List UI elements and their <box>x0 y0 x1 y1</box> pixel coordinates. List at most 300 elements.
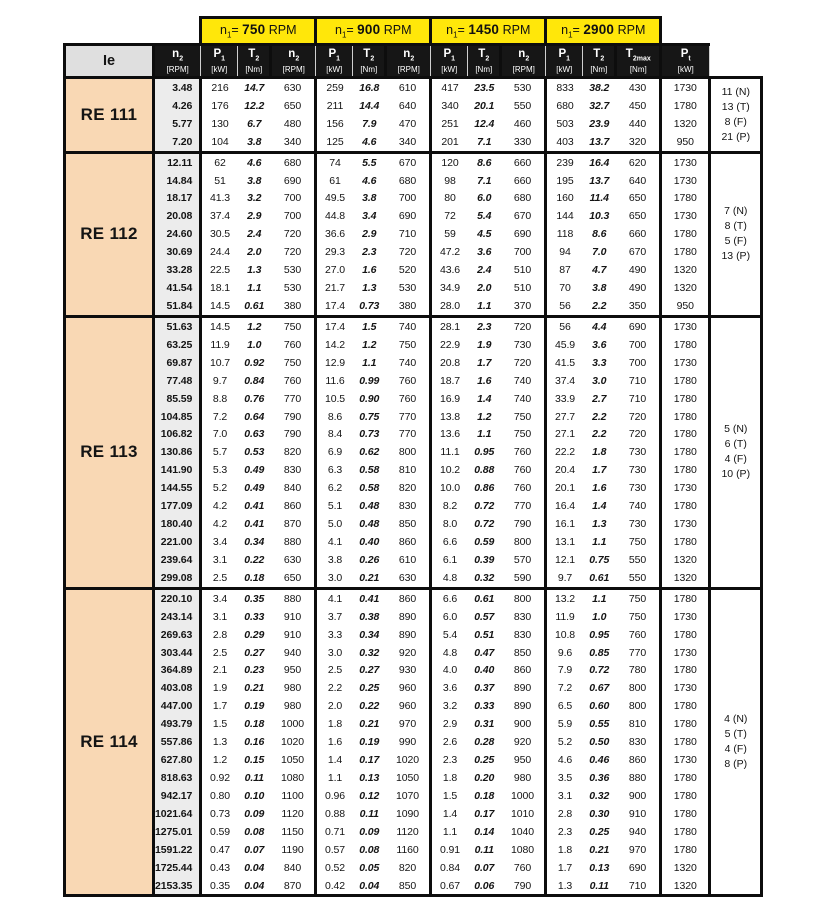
block-re-114 <box>65 588 762 896</box>
p1-cell: 0.75 <box>359 410 380 423</box>
n2-cell: 7.0 <box>201 426 238 444</box>
speed-header-900rpm: $n_1= 900$ RPM <box>316 18 431 45</box>
ratio-cell: 85.59 <box>154 390 201 408</box>
col-header-t2-2900: $T_2$ [Nm] <box>583 45 616 78</box>
t2-cell: 350 <box>628 300 647 313</box>
p1-cell: 3.0 <box>592 374 607 387</box>
p1-cell: 0.21 <box>359 571 380 584</box>
t2-cell: 990 <box>398 736 417 749</box>
t2max-cell: 1320 <box>661 569 710 588</box>
t2-cell: 700 <box>513 246 532 259</box>
t2-cell: 1020 <box>281 736 304 749</box>
pt-rating-line: 21 (P) <box>721 130 751 143</box>
ratio-cell: 447.00 <box>154 697 201 715</box>
p1-cell: 2.2 <box>592 410 607 423</box>
n2-cell: 13.8 <box>431 408 468 426</box>
n2-cell: 2.5 <box>201 644 238 662</box>
ratio-cell: 1591.22 <box>154 841 201 859</box>
p1-cell: 14.4 <box>359 99 380 112</box>
t2-cell: 710 <box>628 374 647 387</box>
table-row <box>65 751 762 769</box>
t2-cell: 1160 <box>396 843 419 856</box>
t2-cell: 910 <box>283 610 302 623</box>
t2-cell: 720 <box>283 228 302 241</box>
n2-cell: 16.9 <box>431 390 468 408</box>
table-row <box>65 354 762 372</box>
p1-cell: 3.4 <box>362 210 377 223</box>
table-row <box>65 697 762 715</box>
t2-cell: 700 <box>398 192 417 205</box>
n2-cell: 22.5 <box>201 261 238 279</box>
p1-cell: 0.21 <box>589 843 610 856</box>
t2-cell: 770 <box>513 500 532 513</box>
t2-cell: 490 <box>628 282 647 295</box>
p1-cell: 0.08 <box>359 843 380 856</box>
t2max-cell: 1730 <box>661 78 710 97</box>
t2-cell: 690 <box>616 316 661 335</box>
t2max-cell: 1320 <box>661 115 710 133</box>
n2-cell: 22.2 <box>546 443 583 461</box>
table-row <box>65 316 762 335</box>
p1-cell: 0.35 <box>238 588 271 607</box>
t2-cell: 460 <box>513 117 532 130</box>
t2-cell: 660 <box>513 174 532 187</box>
t2-cell: 490 <box>628 264 647 277</box>
p1-cell: 2.4 <box>247 228 262 241</box>
n2-cell: 0.71 <box>316 823 353 841</box>
n2-cell: 1.8 <box>316 715 353 733</box>
n2-cell: 74 <box>316 152 353 171</box>
t2-cell: 640 <box>628 174 647 187</box>
p1-cell: 1.4 <box>477 392 492 405</box>
t2-cell: 530 <box>398 282 417 295</box>
n2-cell: 5.4 <box>431 626 468 644</box>
ratio-cell: 141.90 <box>154 461 201 479</box>
n2-cell: 2.2 <box>316 679 353 697</box>
t2-cell: 610 <box>398 553 417 566</box>
t2-cell: 730 <box>513 338 532 351</box>
t2-cell: 830 <box>398 500 417 513</box>
table-row <box>65 515 762 533</box>
t2-cell: 450 <box>628 99 647 112</box>
p1-cell: 4.6 <box>362 135 377 148</box>
t2max-cell: 1780 <box>661 769 710 787</box>
pt-rating-line: 8 (P) <box>724 758 748 771</box>
n2-cell: 3.3 <box>316 626 353 644</box>
t2max-cell: 1320 <box>661 279 710 297</box>
t2max-cell: 1780 <box>661 533 710 551</box>
n2-cell: 9.7 <box>201 372 238 390</box>
ratio-cell: 1021.64 <box>154 805 201 823</box>
p1-cell: 0.92 <box>244 356 265 369</box>
n2-cell: 72 <box>431 207 468 225</box>
p1-cell: 0.33 <box>474 700 495 713</box>
pt-rating-line: 5 (N) <box>724 423 748 436</box>
t2-cell: 750 <box>398 338 417 351</box>
t2max-cell: 1320 <box>661 261 710 279</box>
t2-cell: 1040 <box>511 825 534 838</box>
table-row <box>65 569 762 588</box>
p1-cell: 0.37 <box>474 682 495 695</box>
pt-rating-line: 10 (P) <box>721 468 751 481</box>
n2-cell: 14.5 <box>201 316 238 335</box>
t2-cell: 430 <box>616 78 661 97</box>
p1-cell: 5.4 <box>477 210 492 223</box>
t2-cell: 740 <box>513 392 532 405</box>
t2-cell: 720 <box>513 356 532 369</box>
t2-cell: 750 <box>616 588 661 607</box>
ratio-cell: 818.63 <box>154 769 201 787</box>
n2-cell: 0.47 <box>201 841 238 859</box>
n2-cell: 2.8 <box>201 626 238 644</box>
p1-cell: 20.1 <box>474 99 495 112</box>
t2-cell: 530 <box>283 264 302 277</box>
p1-cell: 0.32 <box>359 646 380 659</box>
t2-cell: 650 <box>628 192 647 205</box>
p1-cell: 1.0 <box>592 610 607 623</box>
model-label: RE 112 <box>65 152 154 316</box>
table-row <box>65 608 762 626</box>
p1-cell: 0.10 <box>244 789 265 802</box>
p1-cell: 0.31 <box>474 718 495 731</box>
p1-cell: 0.15 <box>244 754 265 767</box>
n2-cell: 11.9 <box>201 336 238 354</box>
p1-cell: 1.1 <box>592 536 607 548</box>
p1-cell: 0.88 <box>474 464 495 477</box>
t2-cell: 1050 <box>281 754 304 767</box>
p1-cell: 0.59 <box>474 536 495 548</box>
p1-cell: 1.9 <box>477 338 492 351</box>
n2-cell: 5.9 <box>546 715 583 733</box>
p1-cell: 0.40 <box>474 664 495 677</box>
pt-rating-line: 5 (F) <box>724 235 747 248</box>
n2-cell: 70 <box>546 279 583 297</box>
p1-cell: 0.47 <box>474 646 495 659</box>
p1-cell: 0.22 <box>244 553 265 566</box>
n2-cell: 17.4 <box>316 297 353 316</box>
p1-cell: 7.1 <box>477 135 492 148</box>
model-label: RE 113 <box>65 316 154 588</box>
t2-cell: 370 <box>513 300 532 313</box>
n2-cell: 8.0 <box>431 515 468 533</box>
table-row <box>65 715 762 733</box>
table-row <box>65 78 762 97</box>
t2-cell: 890 <box>513 682 532 695</box>
p1-cell: 0.86 <box>474 482 495 495</box>
n2-cell: 47.2 <box>431 243 468 261</box>
t2-cell: 590 <box>513 571 532 584</box>
p1-cell: 2.3 <box>362 246 377 259</box>
table-row <box>65 588 762 607</box>
t2max-cell: 1780 <box>661 225 710 243</box>
ratio-cell: 177.09 <box>154 497 201 515</box>
t2-cell: 910 <box>628 807 647 820</box>
t2-cell: 650 <box>283 571 302 584</box>
table-row <box>65 551 762 569</box>
n2-cell: 59 <box>431 225 468 243</box>
n2-cell: 1.6 <box>316 733 353 751</box>
t2max-cell: 1320 <box>661 551 710 569</box>
p1-cell: 0.23 <box>244 664 265 677</box>
p1-cell: 0.61 <box>589 571 610 584</box>
t2-cell: 750 <box>513 428 532 441</box>
t2-cell: 1120 <box>281 807 304 820</box>
ratio-cell: 20.08 <box>154 207 201 225</box>
t2max-cell: 950 <box>661 297 710 316</box>
table-row <box>65 443 762 461</box>
p1-cell: 2.0 <box>247 246 262 259</box>
t2max-cell: 1780 <box>661 426 710 444</box>
n2-cell: 2.0 <box>316 697 353 715</box>
table-row <box>65 408 762 426</box>
p1-cell: 0.75 <box>589 553 610 566</box>
speed-header-750rpm: $n_1= 750$ RPM <box>201 18 316 45</box>
pt-rating-line: 13 (T) <box>721 100 750 113</box>
t2-cell: 860 <box>398 536 417 548</box>
n2-cell: 2.1 <box>201 662 238 680</box>
n2-cell: 1.5 <box>201 715 238 733</box>
t2-cell: 920 <box>398 646 417 659</box>
t2max-cell: 1320 <box>661 859 710 877</box>
t2max-cell: 1780 <box>661 97 710 115</box>
t2max-cell: 1730 <box>661 608 710 626</box>
table-row <box>65 207 762 225</box>
t2-cell: 830 <box>283 464 302 477</box>
p1-cell: 1.0 <box>247 338 262 351</box>
ratio-cell: 299.08 <box>154 569 201 588</box>
n2-cell: 14.5 <box>201 297 238 316</box>
col-header-t2max: $T_{2max}$ [Nm] <box>616 45 661 78</box>
n2-cell: 5.2 <box>546 733 583 751</box>
t2-cell: 510 <box>513 282 532 295</box>
t2-cell: 950 <box>513 754 532 767</box>
n2-cell: 1.8 <box>546 841 583 859</box>
t2-cell: 620 <box>616 152 661 171</box>
n2-cell: 3.2 <box>431 697 468 715</box>
p1-cell: 0.39 <box>474 553 495 566</box>
t2-cell: 790 <box>513 518 532 531</box>
p1-cell: 0.33 <box>244 610 265 623</box>
t2-cell: 830 <box>513 628 532 641</box>
n2-cell: 239 <box>546 152 583 171</box>
n2-cell: 403 <box>546 133 583 152</box>
header-spacer-left <box>65 18 201 45</box>
p1-cell: 0.21 <box>359 718 380 731</box>
n2-cell: 3.8 <box>316 551 353 569</box>
t2-cell: 750 <box>283 356 302 369</box>
t2-cell: 630 <box>271 78 316 97</box>
p1-cell: 4.6 <box>238 152 271 171</box>
p1-cell: 0.25 <box>474 754 495 767</box>
p1-cell: 0.48 <box>359 518 380 531</box>
t2-cell: 550 <box>628 571 647 584</box>
p1-cell: 0.32 <box>589 789 610 802</box>
p1-cell: 0.05 <box>359 861 380 874</box>
p1-cell: 2.3 <box>468 316 501 335</box>
n2-cell: 37.4 <box>546 372 583 390</box>
table-row <box>65 841 762 859</box>
n2-cell: 5.2 <box>201 479 238 497</box>
table-row <box>65 115 762 133</box>
p1-cell: 0.19 <box>359 736 380 749</box>
n2-cell: 0.96 <box>316 787 353 805</box>
n2-cell: 7.2 <box>201 408 238 426</box>
p1-cell: 0.95 <box>589 628 610 641</box>
p1-cell: 2.2 <box>592 428 607 441</box>
p1-cell: 0.20 <box>474 771 495 784</box>
t2-cell: 800 <box>398 446 417 459</box>
p1-cell: 0.25 <box>589 825 610 838</box>
t2-cell: 770 <box>398 410 417 423</box>
p1-cell: 0.62 <box>359 446 380 459</box>
t2max-cell: 1730 <box>661 152 710 171</box>
table-row <box>65 279 762 297</box>
table-row <box>65 152 762 171</box>
t2-cell: 570 <box>513 553 532 566</box>
p1-cell: 0.40 <box>359 536 380 548</box>
p1-cell: 6.0 <box>477 192 492 205</box>
ratio-cell: 7.20 <box>154 133 201 152</box>
ratio-cell: 69.87 <box>154 354 201 372</box>
t2max-cell: 950 <box>661 133 710 152</box>
t2-cell: 730 <box>628 446 647 459</box>
t2max-cell: 1780 <box>661 823 710 841</box>
n2-cell: 22.9 <box>431 336 468 354</box>
t2-cell: 750 <box>628 536 647 548</box>
table-row <box>65 733 762 751</box>
p1-cell: 0.09 <box>244 807 265 820</box>
header-spacer-right <box>661 18 762 45</box>
t2-cell: 330 <box>513 135 532 148</box>
ratio-cell: 364.89 <box>154 662 201 680</box>
ratio-cell: 1275.01 <box>154 823 201 841</box>
ratio-cell: 627.80 <box>154 751 201 769</box>
n2-cell: 0.88 <box>316 805 353 823</box>
pt-ratings <box>710 588 762 896</box>
t2max-cell: 1780 <box>661 626 710 644</box>
ratio-cell: 144.55 <box>154 479 201 497</box>
n2-cell: 1.4 <box>431 805 468 823</box>
t2-cell: 830 <box>513 610 532 623</box>
t2-cell: 440 <box>628 117 647 130</box>
n2-cell: 0.52 <box>316 859 353 877</box>
t2-cell: 730 <box>628 482 647 495</box>
t2-cell: 940 <box>628 825 647 838</box>
ratio-cell: 18.17 <box>154 190 201 208</box>
p1-cell: 0.04 <box>353 877 386 896</box>
speed-header-1450rpm: $n_1= 1450$ RPM <box>431 18 546 45</box>
t2-cell: 780 <box>628 664 647 677</box>
t2max-cell: 1780 <box>661 336 710 354</box>
p1-cell: 1.2 <box>362 338 377 351</box>
t2-cell: 1000 <box>281 718 304 731</box>
n2-cell: 130 <box>201 115 238 133</box>
p1-cell: 0.12 <box>359 789 380 802</box>
p1-cell: 1.5 <box>353 316 386 335</box>
n2-cell: 1.8 <box>431 769 468 787</box>
t2-cell: 730 <box>628 518 647 531</box>
n2-cell: 41.3 <box>201 190 238 208</box>
col-header-p1-2900: $P_1$ [kW] <box>546 45 583 78</box>
t2-cell: 1050 <box>396 771 419 784</box>
t2-cell: 1190 <box>281 843 304 856</box>
ratio-cell: 51.84 <box>154 297 201 316</box>
pt-rating-line: 8 (T) <box>724 220 747 233</box>
table-row <box>65 497 762 515</box>
t2-cell: 710 <box>398 228 417 241</box>
p1-cell: 3.2 <box>247 192 262 205</box>
p1-cell: 0.34 <box>244 536 265 548</box>
p1-cell: 0.18 <box>244 571 265 584</box>
n2-cell: 156 <box>316 115 353 133</box>
t2-cell: 790 <box>501 877 546 896</box>
n2-cell: 11.9 <box>546 608 583 626</box>
n2-cell: 0.67 <box>431 877 468 896</box>
p1-cell: 0.61 <box>244 300 265 313</box>
t2-cell: 760 <box>513 482 532 495</box>
p1-cell: 4.5 <box>477 228 492 241</box>
n2-cell: 11.1 <box>431 443 468 461</box>
gear-ratings-table <box>63 16 763 897</box>
table-row <box>65 769 762 787</box>
p1-cell: 0.27 <box>244 646 265 659</box>
t2-cell: 700 <box>283 192 302 205</box>
t2-cell: 770 <box>283 392 302 405</box>
t2-cell: 700 <box>628 338 647 351</box>
p1-cell: 0.11 <box>359 807 379 820</box>
ratio-cell: 51.63 <box>154 316 201 335</box>
n2-cell: 160 <box>546 190 583 208</box>
p1-cell: 1.6 <box>477 374 492 387</box>
n2-cell: 0.91 <box>431 841 468 859</box>
n2-cell: 1.2 <box>201 751 238 769</box>
col-header-n2-1450: $n_2$ [RPM] <box>386 45 431 78</box>
p1-cell: 0.18 <box>474 789 495 802</box>
p1-cell: 0.07 <box>244 843 265 856</box>
p1-cell: 3.8 <box>592 282 607 295</box>
p1-cell: 3.8 <box>247 135 262 148</box>
n2-cell: 94 <box>546 243 583 261</box>
p1-cell: 0.28 <box>474 736 495 749</box>
p1-cell: 0.61 <box>468 588 501 607</box>
ratio-cell: 942.17 <box>154 787 201 805</box>
n2-cell: 6.9 <box>316 443 353 461</box>
p1-cell: 2.4 <box>477 264 492 277</box>
p1-cell: 32.7 <box>589 99 610 112</box>
p1-cell: 0.72 <box>474 500 495 513</box>
pt-rating-line: 4 (F) <box>724 453 747 466</box>
t2-cell: 770 <box>628 646 647 659</box>
n2-cell: 1.1 <box>431 823 468 841</box>
p1-cell: 0.95 <box>474 446 495 459</box>
p1-cell: 1.7 <box>477 356 492 369</box>
n2-cell: 211 <box>316 97 353 115</box>
t2-cell: 940 <box>283 646 302 659</box>
speed-header-2900rpm: $n_1= 2900$ RPM <box>546 18 661 45</box>
t2max-cell: 1780 <box>661 841 710 859</box>
t2-cell: 880 <box>628 771 647 784</box>
n2-cell: 144 <box>546 207 583 225</box>
p1-cell: 0.29 <box>244 628 265 641</box>
table-row <box>65 679 762 697</box>
t2-cell: 760 <box>283 374 302 387</box>
t2-cell: 980 <box>513 771 532 784</box>
p1-cell: 0.53 <box>244 446 265 459</box>
n2-cell: 10.2 <box>431 461 468 479</box>
p1-cell: 1.2 <box>477 410 492 423</box>
p1-cell: 0.72 <box>474 518 495 531</box>
p1-cell: 0.22 <box>359 700 380 713</box>
